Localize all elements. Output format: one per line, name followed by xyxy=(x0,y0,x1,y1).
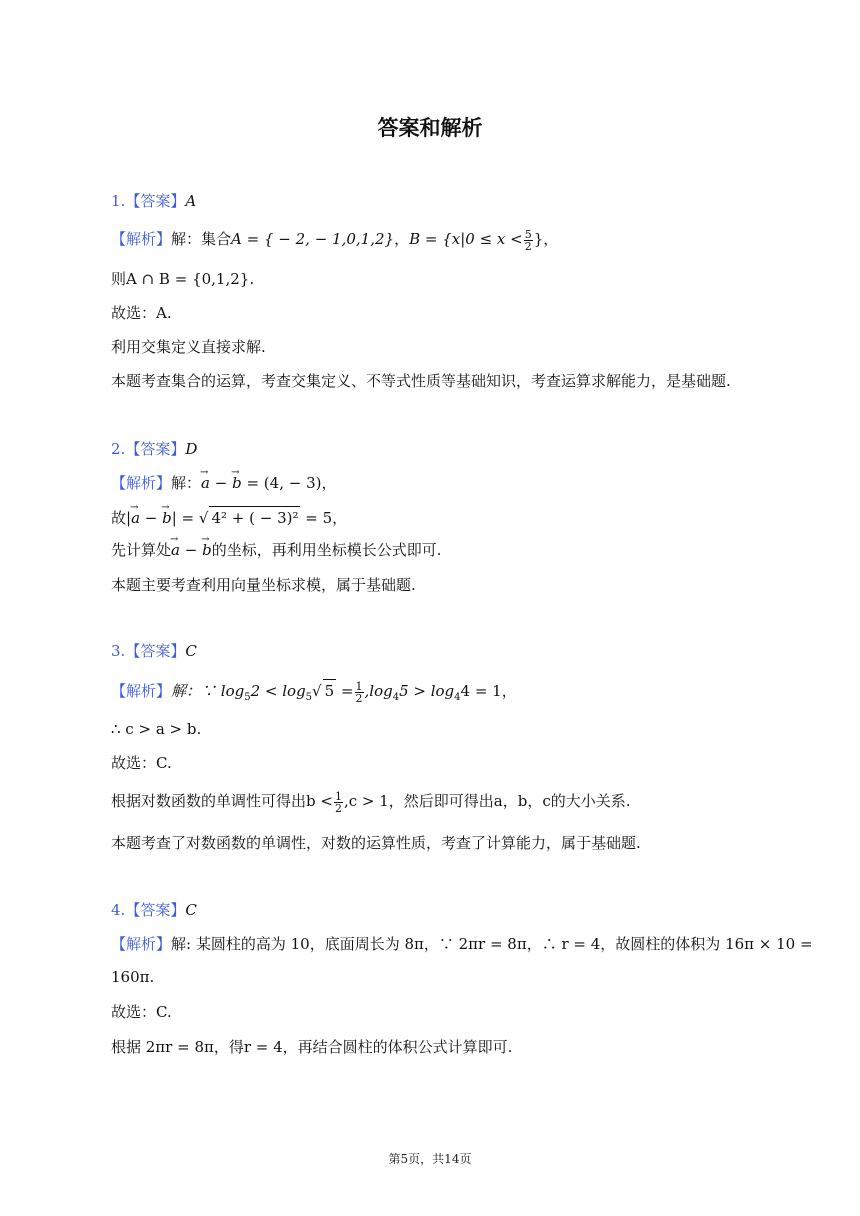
q2-answer-tag: 【答案】 xyxy=(125,440,186,458)
q2-l2-rest: = 5， xyxy=(300,509,348,527)
q1-answer: A xyxy=(185,192,197,210)
q2-sqrt: 4² + ( − 3)² xyxy=(209,506,300,529)
q1-set-b: B = {x|0 ≤ x < xyxy=(409,230,523,248)
q4-analysis-line xyxy=(111,933,813,955)
q2-l1-prefix: 解： xyxy=(171,474,202,492)
q2-l2-mid: | = xyxy=(171,509,195,527)
q4-line-3: 故选：C. xyxy=(111,1003,172,1021)
q3-l1-p6: 4 = 1， xyxy=(460,682,517,700)
q1-frac-num: 5 xyxy=(524,227,532,241)
q3-sub-4b: 4 xyxy=(454,692,461,703)
q2-l2-vec-b: → b xyxy=(162,507,172,529)
q1-line-2: 则A ∩ B = {0,1,2}. xyxy=(111,270,255,288)
q3-l1-p3: = xyxy=(336,682,354,700)
q2-l2-prefix: 故| xyxy=(111,509,132,527)
q1-frac-den: 2 xyxy=(524,239,532,253)
q3-l1-p2: 2 < log xyxy=(250,682,306,700)
q1-line-4: 利用交集定义直接求解. xyxy=(111,338,266,356)
q2-vec-b: → b xyxy=(232,472,242,494)
q1-analysis-tag: 【解析】 xyxy=(111,230,172,248)
q3-number: 3. xyxy=(111,642,126,660)
q2-l1-rest: = (4, − 3)， xyxy=(241,474,337,492)
q3-answer: C xyxy=(185,642,197,660)
q2-line-4: 本题主要考查利用向量坐标求模，属于基础题. xyxy=(111,576,416,594)
q3-line-2: ∴ c > a > b. xyxy=(111,720,202,738)
q1-fraction xyxy=(524,229,533,252)
q3-analysis-line: 【解析】解：∵ $\log_52 < \log_5√$ 5 = $\frac{1}{2}$ $,\log_45 > \log_44 = 1$， xyxy=(111,679,517,705)
q3-l4-prefix: 根据对数函数的单调性可得出b < xyxy=(111,792,333,810)
q2-l3-vec-b: → b xyxy=(202,539,212,561)
q1-analysis-line xyxy=(111,228,558,252)
q4-line-1: 解: 某圆柱的高为 10，底面周长为 8π，∵ 2πr = 8π，∴ r = 4，故圆柱的体积为 16π × 10 = xyxy=(171,935,813,953)
q4-analysis-tag: 【解析】 xyxy=(111,935,172,953)
q3-fraction xyxy=(355,681,364,704)
q2-l3-prefix: 先计算处 xyxy=(111,541,172,559)
q4-line-2: 160π. xyxy=(111,968,155,986)
page-footer: 第5页，共14页 xyxy=(388,1152,472,1166)
q2-vec-a: → a xyxy=(201,472,210,494)
q3-l1-prefix: 解：∵ log xyxy=(171,682,245,700)
q3-l1-p5: 5 > log xyxy=(399,682,455,700)
q2-l2-vec-a: → a xyxy=(131,507,140,529)
q1-line-3: 故选：A. xyxy=(111,304,172,322)
q2-line-2: 故|→ a − → b| = √ 4² + ( − 3)² = 5， xyxy=(111,506,347,529)
q2-answer: D xyxy=(185,440,198,458)
q2-l3-vec-a: → a xyxy=(171,539,180,561)
q2-number: 2. xyxy=(111,440,126,458)
q1-l1-mid: ， xyxy=(394,230,410,248)
q2-analysis-line: 【解析】解：→ a − → b = (4, − 3)， xyxy=(111,472,336,494)
q4-answer: C xyxy=(185,901,197,919)
q4-number: 4. xyxy=(111,901,126,919)
q3-frac-num: 1 xyxy=(355,679,363,693)
q3-analysis-tag: 【解析】 xyxy=(111,682,172,700)
q2-line-3: 先计算处→ a − → b的坐标，再利用坐标模长公式即可. xyxy=(111,539,441,561)
q3-sqrt: 5 xyxy=(323,679,337,702)
page-title: 答案和解析 xyxy=(377,116,483,140)
q4-answer-tag: 【答案】 xyxy=(125,901,186,919)
q3-answer-line xyxy=(111,640,197,662)
q3-l4-fraction xyxy=(334,791,343,814)
q4-line-4: 根据 2πr = 8π，得r = 4，再结合圆柱的体积公式计算即可. xyxy=(111,1038,513,1056)
q4-answer-line xyxy=(111,899,197,921)
q3-line-4 xyxy=(111,790,631,814)
q1-number: 1. xyxy=(111,192,126,210)
q3-l4-frac-den: 2 xyxy=(334,801,342,815)
q1-line-5: 本题考查集合的运算，考查交集定义、不等式性质等基础知识，考查运算求解能力，是基础题. xyxy=(111,372,731,390)
q3-frac-den: 2 xyxy=(355,691,363,705)
q2-answer-line xyxy=(111,438,197,460)
q3-answer-tag: 【答案】 xyxy=(125,642,186,660)
q1-answer-line xyxy=(111,190,196,212)
q3-l4-frac-num: 1 xyxy=(334,789,342,803)
q1-set-a: A = { − 2, − 1,0,1,2} xyxy=(231,230,395,248)
q3-sub-5b: 5 xyxy=(305,692,313,703)
q3-line-3: 故选：C. xyxy=(111,754,172,772)
q2-l3-rest: 的坐标，再利用坐标模长公式即可. xyxy=(211,541,442,559)
q1-set-b-post: }， xyxy=(533,230,559,248)
q2-analysis-tag: 【解析】 xyxy=(111,474,172,492)
q3-line-5: 本题考查了对数函数的单调性，对数的运算性质，考查了计算能力，属于基础题. xyxy=(111,834,641,852)
q3-sub-4a: 4 xyxy=(392,692,400,703)
q3-l4-rest: ,c > 1，然后即可得出a，b，c的大小关系. xyxy=(343,792,631,810)
q1-l1-prefix: 解：集合 xyxy=(171,230,232,248)
q3-sub-5a: 5 xyxy=(244,692,251,703)
q1-answer-tag: 【答案】 xyxy=(125,192,186,210)
q3-l1-p4: ,log xyxy=(364,682,393,700)
